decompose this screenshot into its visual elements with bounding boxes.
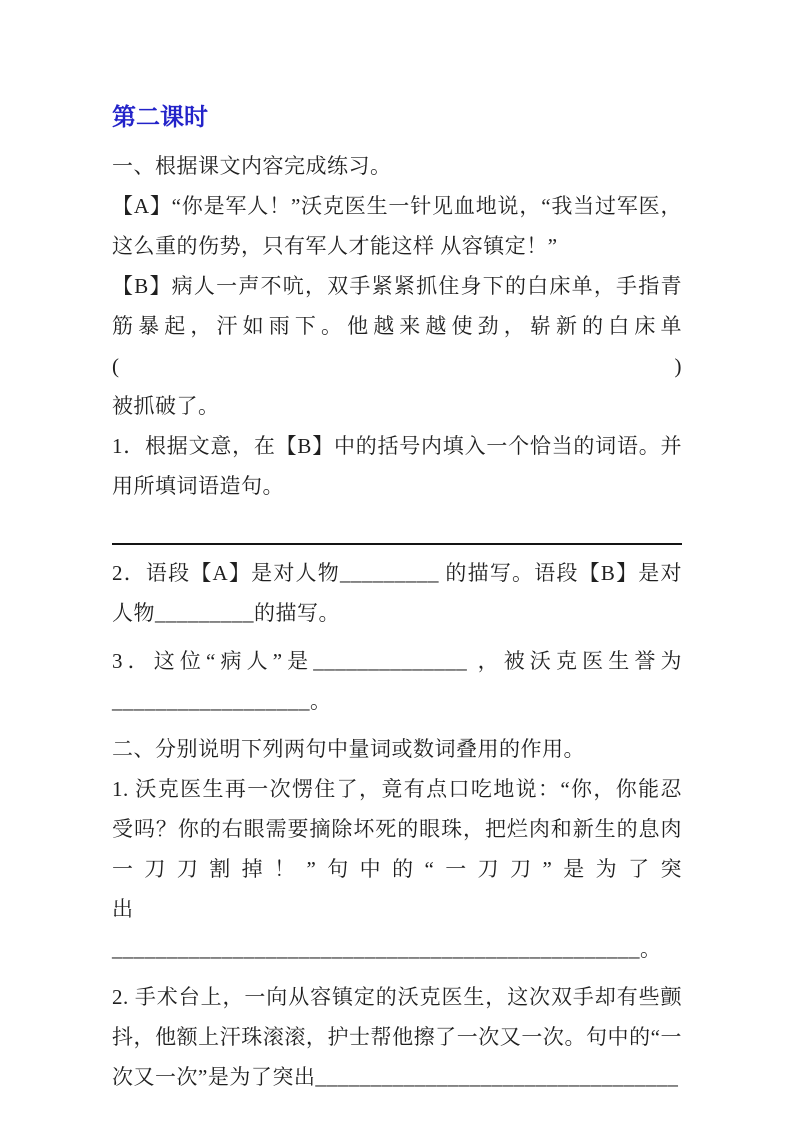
- question-1-line-2: 用所填词语造句。: [112, 474, 284, 498]
- question-3-line-2: __________________。: [112, 689, 332, 713]
- passage-b-line-2: 筋暴起，汗如雨下。他越来越使劲，崭新的白床单( ): [112, 314, 682, 378]
- question-2-line-1: 2．语段【A】是对人物_________ 的描写。语段【B】是对: [112, 561, 682, 585]
- passage-a-line-1: 【A】“你是军人！”沃克医生一针见血地说，“我当过军医，: [112, 194, 682, 218]
- section-two: [112, 729, 682, 1097]
- question-3: [112, 641, 682, 721]
- question-2: [112, 553, 682, 633]
- passage-a: [112, 186, 682, 266]
- section-two-heading: 二、分别说明下列两句中量词或数词叠用的作用。: [112, 737, 585, 761]
- question-1-line-1: 1．根据文意，在【B】中的括号内填入一个恰当的词语。并: [112, 434, 682, 458]
- s2-question-1-line-4: 出________________________________________________。: [112, 897, 662, 961]
- passage-b: [112, 266, 682, 426]
- section-one: [112, 146, 682, 721]
- passage-b-line-3: 被抓破了。: [112, 394, 220, 418]
- s2-question-2-line-2: 抖，他额上汗珠滚滚，护士帮他擦了一次又一次。句中的“一: [112, 1025, 682, 1049]
- question-1: [112, 426, 682, 545]
- document-content: [112, 98, 682, 1097]
- section-two-question-2: [112, 977, 682, 1097]
- s2-question-1-line-3: 一刀刀割掉！”句中的“一刀刀”是为了突: [112, 857, 682, 881]
- s2-question-2-line-3: 次又一次”是为了突出_________________________________: [112, 1065, 679, 1089]
- passage-b-line-1: 【B】病人一声不吭，双手紧紧抓住身下的白床单，手指青: [112, 274, 682, 298]
- question-3-line-1: 3．这位“病人”是______________ ，被沃克医生誉为: [112, 649, 682, 673]
- section-one-heading: 一、根据课文内容完成练习。: [112, 154, 392, 178]
- s2-question-1-line-1: 1. 沃克医生再一次愣住了，竟有点口吃地说：“你，你能忍: [112, 777, 682, 801]
- passage-a-line-2: 这么重的伤势，只有军人才能这样 从容镇定！”: [112, 234, 558, 258]
- s2-question-1-line-2: 受吗？你的右眼需要摘除坏死的眼珠，把烂肉和新生的息肉: [112, 817, 682, 841]
- s2-question-2-line-1: 2. 手术台上，一向从容镇定的沃克医生，这次双手却有些颤: [112, 985, 682, 1009]
- section-two-question-1: [112, 769, 682, 969]
- page-title: 第二课时: [112, 105, 208, 131]
- answer-writing-line: [112, 506, 682, 545]
- question-2-line-2: 人物_________的描写。: [112, 601, 340, 625]
